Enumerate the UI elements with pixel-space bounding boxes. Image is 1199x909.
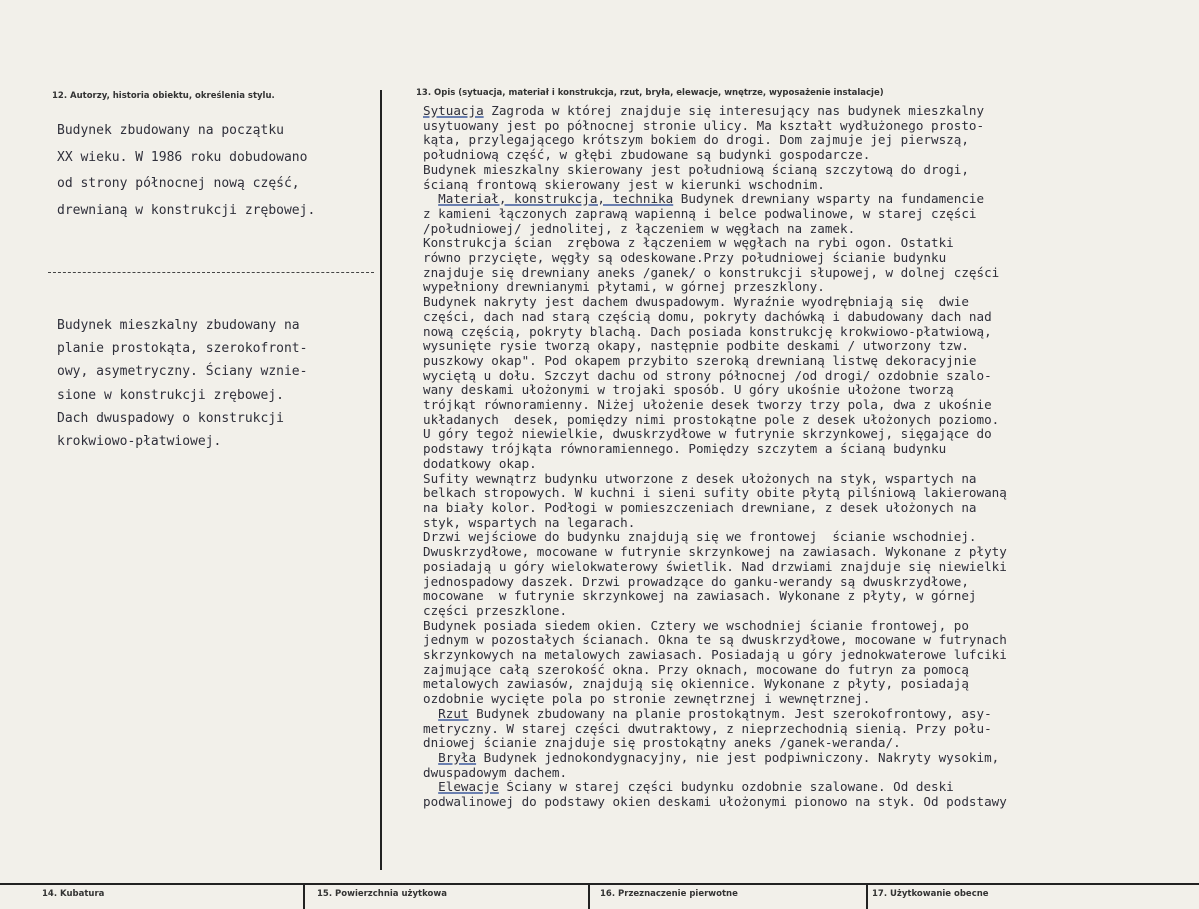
description-line	[423, 339, 1193, 354]
line-text: podstawy trójkąta równoramiennego. Pomiędzy szczytem a ścianą budynku	[423, 442, 947, 457]
description-line	[423, 148, 1193, 163]
line-text: trójkąt równoramienny. Niżej ułożenie desek tworzy trzy pola, dwa z ukośnie	[423, 398, 992, 413]
line-text: dodatkowy okap.	[423, 456, 537, 471]
description-line	[423, 545, 1193, 560]
line-indent	[423, 707, 438, 721]
description-line	[423, 383, 1193, 398]
line-text: Budynek mieszkalny skierowany jest południową ścianą szczytową do drogi,	[423, 162, 969, 177]
description-line	[423, 354, 1193, 369]
section-heading: Bryła	[438, 750, 477, 765]
section-13-header: 13. Opis (sytuacja, materiał i konstrukcja, rzut, bryła, elewacje, wnętrze, wyposażenie instalacje)	[416, 88, 884, 98]
description-line	[423, 530, 1193, 545]
description-line	[423, 413, 1193, 428]
description-line	[423, 266, 1193, 281]
section-heading: Elewacje	[438, 780, 499, 795]
footer-uzytkowanie: 17. Użytkowanie obecne	[872, 889, 989, 899]
line-text: podwalinowej do podstawy okien deskami ułożonymi pionowo na styk. Od podstawy	[423, 795, 1007, 810]
line-text: części, dach nad starą częścią domu, pokryty dachówką i dabudowany dach nad	[423, 309, 992, 324]
line-text: jednospadowy daszek. Drzwi prowadzące do ganku-werandy są dwuskrzydłowe,	[423, 574, 969, 589]
line-text: układanych desek, pomiędzy nimi prostokątne pole z desek ułożonych poziomo.	[423, 412, 1000, 427]
line-text: zajmujące całą szerokość okna. Przy oknach, mocowane do futryn za pomocą	[423, 662, 969, 677]
section-12-header: 12. Autorzy, historia obiektu, określenia stylu.	[52, 91, 275, 101]
description-line	[423, 795, 1193, 810]
description-line	[423, 648, 1193, 663]
description-line	[423, 692, 1193, 707]
style-line: Budynek mieszkalny zbudowany na	[57, 318, 300, 333]
line-text: równo przycięte, węgły są odeskowane.Przy południowej ścianie budynku	[423, 251, 947, 266]
style-text	[57, 314, 307, 453]
line-text: metryczny. W starej części dwutraktowy, z nieprzechodnią sienią. Przy połu-	[423, 721, 992, 736]
line-text: wyciętą u dołu. Szczyt dachu od strony północnej /od drogi/ ozdobnie szalo-	[423, 368, 992, 383]
description-line	[423, 369, 1193, 384]
description-line	[423, 119, 1193, 134]
description-line	[423, 633, 1193, 648]
section-heading: Rzut	[438, 706, 469, 721]
footer-przeznaczenie: 16. Przeznaczenie pierwotne	[600, 889, 738, 899]
description-line	[423, 163, 1193, 178]
dashed-separator	[48, 272, 374, 273]
line-text: południową część, w głębi zbudowane są budynki gospodarcze.	[423, 148, 871, 163]
line-text: Dwuskrzydłowe, mocowane w futrynie skrzynkowej na zawiasach. Wykonane z płyty	[423, 545, 1007, 560]
description-line	[423, 207, 1193, 222]
line-text: metalowych zawiasów, znajdują się okiennice. Wykonane z płyty, posiadają	[423, 677, 969, 692]
line-text: Budynek nakryty jest dachem dwuspadowym. Wyraźnie wyodrębniają się dwie	[423, 295, 969, 310]
line-text: Ściany w starej części budynku ozdobnie szalowane. Od deski	[498, 780, 954, 795]
line-indent	[423, 751, 438, 765]
description-line	[423, 472, 1193, 487]
style-line: Dach dwuspadowy o konstrukcji	[57, 410, 284, 426]
description-text	[423, 104, 1193, 810]
line-text: Budynek posiada siedem okien. Cztery we wschodniej ścianie frontowej, po	[423, 618, 969, 633]
line-text: /południowej/ jednolitej, z łączeniem w węgłach na zamek.	[423, 221, 856, 236]
description-line	[423, 178, 1193, 193]
line-text: ozdobnie wycięte pola po stronie zewnętrznej i wewnętrznej.	[423, 692, 871, 707]
line-text: dwuspadowym dachem.	[423, 765, 568, 780]
description-line	[423, 677, 1193, 692]
footer-rule	[0, 883, 1199, 885]
history-line: od strony północnej nową część,	[57, 176, 300, 191]
line-text: na biały kolor. Podłogi w pomieszczeniach drewniane, z desek ułożonych na	[423, 500, 977, 515]
line-text: Drzwi wejściowe do budynku znajdują się we frontowej ścianie wschodniej.	[423, 530, 977, 545]
description-line	[423, 780, 1193, 795]
history-text	[57, 118, 315, 224]
description-line	[423, 251, 1193, 266]
line-text: jednym w pozostałych ścianach. Okna te są dwuskrzydłowe, mocowane w futrynach	[423, 633, 1007, 648]
line-text: znajduje się drewniany aneks /ganek/ o konstrukcji słupowej, w dolnej części	[423, 265, 1000, 280]
line-indent	[423, 192, 438, 206]
description-line	[423, 325, 1193, 340]
description-line	[423, 604, 1193, 619]
description-line	[423, 516, 1193, 531]
description-line	[423, 751, 1193, 766]
line-text: Zagroda w której znajduje się interesujący nas budynek mieszkalny	[483, 104, 985, 118]
line-text: usytuowany jest po północnej stronie ulicy. Ma kształt wydłużonego prosto-	[423, 118, 985, 133]
line-text: wysunięte rysie tworzą okapy, następnie podbite deskami / utworzony tzw.	[423, 339, 969, 354]
description-line	[423, 133, 1193, 148]
description-line	[423, 280, 1193, 295]
line-text: Sufity wewnątrz budynku utworzone z desek ułożonych na styk, wspartych na	[423, 471, 977, 486]
description-line	[423, 427, 1193, 442]
description-line	[423, 486, 1193, 501]
description-line	[423, 560, 1193, 575]
history-line: Budynek zbudowany na początku	[57, 123, 284, 138]
footer-powierzchnia: 15. Powierzchnia użytkowa	[317, 889, 447, 899]
description-line	[423, 707, 1193, 722]
history-line: XX wieku. W 1986 roku dobudowano	[57, 149, 308, 165]
description-line	[423, 619, 1193, 634]
line-text: styk, wspartych na legarach.	[423, 515, 636, 530]
description-line	[423, 457, 1193, 472]
line-text: posiadają u góry wielokwaterowy świetlik. Nad drzwiami znajduje się niewielki	[423, 559, 1007, 574]
line-text: Konstrukcja ścian zrębowa z łączeniem w węgłach na rybi ogon. Ostatki	[423, 236, 954, 251]
style-line: owy, asymetryczny. Ściany wznie-	[57, 364, 308, 380]
line-text: nową częścią, pokryty blachą. Dach posiada konstrukcję krokwiowo-płatwiową,	[423, 324, 992, 339]
description-line	[423, 398, 1193, 413]
line-text: z kamieni łączonych zaprawą wapienną i belce podwalinowe, w starej części	[423, 206, 977, 221]
footer-divider-3	[866, 884, 868, 909]
description-line	[423, 575, 1193, 590]
description-line	[423, 295, 1193, 310]
description-line	[423, 442, 1193, 457]
description-line	[423, 192, 1193, 207]
description-line	[423, 501, 1193, 516]
line-indent	[423, 780, 438, 794]
style-line: krokwiowo-płatwiowej.	[57, 434, 222, 450]
description-line	[423, 310, 1193, 325]
line-text: puszkowy okap". Pod okapem przybito szeroką drewnianą listwę dekoracyjnie	[423, 353, 977, 368]
line-text: Budynek zbudowany na planie prostokątnym. Jest szerokofrontowy, asy-	[468, 706, 992, 721]
footer-kubatura: 14. Kubatura	[42, 889, 105, 899]
line-text: Budynek jednokondygnacyjny, nie jest podpiwniczony. Nakryty wysokim,	[476, 750, 1000, 765]
description-line	[423, 766, 1193, 781]
line-text: U góry tegoż niewielkie, dwuskrzydłowe w futrynie skrzynkowej, sięgające do	[423, 427, 992, 442]
section-heading: Sytuacja	[423, 104, 484, 118]
line-text: wany deskami ułożonymi w trojaki sposób. U góry ukośnie ułożone tworzą	[423, 383, 954, 398]
style-line: sione w konstrukcji zrębowej.	[57, 387, 284, 403]
line-text: wypełniony drewnianymi płytami, w górnej przeszklony.	[423, 280, 825, 295]
footer-divider-1	[303, 884, 305, 909]
description-line	[423, 236, 1193, 251]
line-text: mocowane w futrynie skrzynkowej na zawiasach. Wykonane z płyty, w górnej	[423, 589, 977, 604]
line-text: belkach stropowych. W kuchni i sieni sufity obite płytą pilśniową lakierowaną	[423, 486, 1007, 501]
description-line	[423, 222, 1193, 237]
description-line	[423, 589, 1193, 604]
section-heading: Materiał, konstrukcja, technika	[438, 192, 674, 207]
line-text: kąta, przylegającego krótszym bokiem do drogi. Dom zajmuje jej pierwszą,	[423, 133, 969, 148]
style-line: planie prostokąta, szerokofront-	[57, 341, 308, 357]
history-line: drewnianą w konstrukcji zrębowej.	[57, 202, 316, 218]
description-line	[423, 722, 1193, 737]
line-text: skrzynkowych na metalowych zawiasach. Posiadają u góry jednokwaterowe lufciki	[423, 648, 1007, 663]
description-line	[423, 104, 1193, 119]
line-text: Budynek drewniany wsparty na fundamencie	[673, 192, 985, 207]
description-line	[423, 663, 1193, 678]
line-text: części przeszklone.	[423, 603, 568, 618]
footer-divider-2	[588, 884, 590, 909]
line-text: ścianą frontową skierowany jest w kierunki wschodnim.	[423, 177, 825, 192]
column-divider	[380, 90, 382, 870]
line-text: dniowej ścianie znajduje się prostokątny aneks /ganek-weranda/.	[423, 736, 901, 751]
description-line	[423, 736, 1193, 751]
